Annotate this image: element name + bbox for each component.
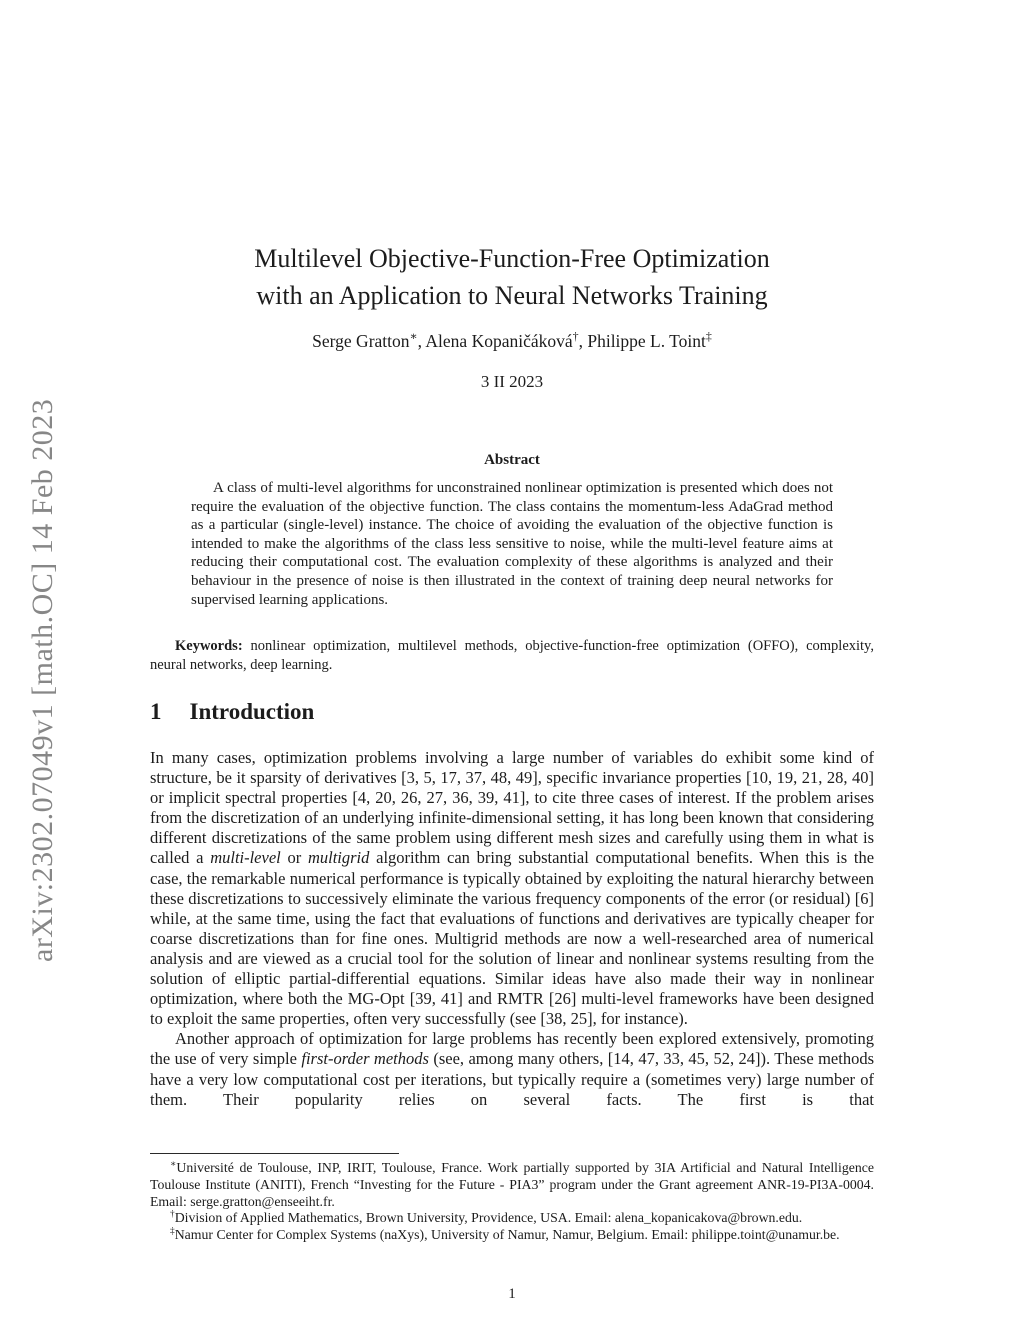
footnote-affiliation-1: ∗Université de Toulouse, INP, IRIT, Toulouse, France. Work partially supported by 3IA Artificial and Natural Intelligence Toulouse Institute (ANITI), French “Investing for the Future - PIA3” program under the Grant agreement ANR-19-PI3A-0004. Email: serge.gratton@enseeiht.fr.	[150, 1159, 874, 1209]
date-line: 3 II 2023	[480, 372, 544, 391]
footnote-affiliation-2: †Division of Applied Mathematics, Brown University, Providence, USA. Email: alena_kopanicakova@brown.edu.	[170, 1209, 803, 1226]
arxiv-stamp: arXiv:2302.07049v1 [math.OC] 14 Feb 2023	[26, 398, 59, 962]
paper-title-line2: with an Application to Neural Networks Training	[256, 281, 768, 310]
intro-paragraph-2: Another approach of optimization for large problems has recently been explored extensively, promoting the use of very simple first-order methods (see, among many others, [14, 47, 33, 45, 52, 24]). These methods have a very low computational cost per iterations, but typically require a (sometimes very) large number of them. Their popularity relies on several facts. The first is that	[150, 1029, 874, 1109]
page-number: 1	[508, 1286, 516, 1302]
authors-line: Serge Gratton∗, Alena Kopaničáková†, Philippe L. Toint‡	[312, 329, 712, 351]
footnote-affiliation-3: ‡Namur Center for Complex Systems (naXys), University of Namur, Namur, Belgium. Email: philippe.toint@unamur.be.	[170, 1226, 840, 1243]
keywords-line: Keywords: nonlinear optimization, multilevel methods, objective-function-free optimization (OFFO), complexity, neural networks, deep learning.	[150, 638, 874, 673]
section-heading-introduction	[150, 699, 874, 725]
section-title: Introduction	[189, 699, 315, 724]
paper-title-line1: Multilevel Objective-Function-Free Optimization	[254, 244, 770, 273]
abstract-heading: Abstract	[484, 452, 540, 468]
intro-paragraph-1: In many cases, optimization problems involving a large number of variables do exhibit some kind of structure, be it sparsity of derivatives [3, 5, 17, 37, 48, 49], specific invariance properties [10, 19, 21, 28, 40] or implicit spectral properties [4, 20, 26, 27, 36, 39, 41], to cite three cases of interest. If the problem arises from the discretization of an underlying infinite-dimensional setting, it has long been known that considering different discretizations of the same problem using different mesh sizes and carefully using them in what is called a multi-level or multigrid algorithm can bring substantial computational benefits. When this is the case, the remarkable numerical performance is typically obtained by exploiting the natural hierarchy between these discretizations to successively eliminate the various frequency components of the error (or residual) [6] while, at the same time, using the fact that evaluations of functions and derivatives are typically cheaper for coarse discretizations than for fine ones. Multigrid methods are now a well-researched area of numerical analysis and are viewed as a crucial tool for the solution of linear and nonlinear systems resulting from the solution of elliptic partial-differential equations. Similar ideas have also made their way in nonlinear optimization, where both the MG-Opt [39, 41] and RMTR [26] multi-level frameworks have been designed to exploit the same properties, often very successfully (see [38, 25], for instance).	[150, 748, 874, 1029]
section-number: 1	[150, 699, 162, 724]
abstract-body: A class of multi-level algorithms for unconstrained nonlinear optimization is presented which does not require the evaluation of the objective function. The class contains the momentum-less AdaGrad method as a particular (single-level) instance. The choice of avoiding the evaluation of the objective function is intended to make the algorithms of the class less sensitive to noise, while the multi-level feature aims at reducing their computational cost. The evaluation complexity of these algorithms is analyzed and their behaviour in the presence of noise is then illustrated in the context of training deep neural networks for supervised learning applications.	[191, 480, 833, 608]
introduction-body	[150, 748, 874, 1154]
footnote-rule	[150, 1153, 399, 1154]
paper-title	[150, 240, 874, 314]
footnotes-block	[150, 1160, 874, 1244]
